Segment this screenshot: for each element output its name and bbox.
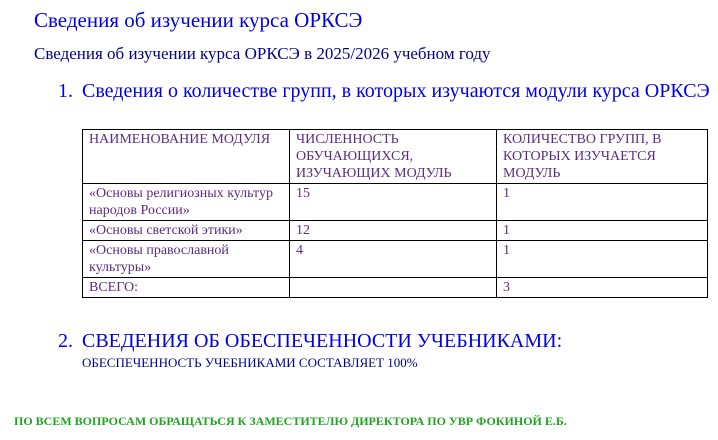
total-groups-cell: 3 xyxy=(497,278,708,298)
students-count-cell: 4 xyxy=(290,241,497,278)
table-header-row xyxy=(83,130,708,184)
modules-table xyxy=(82,129,708,298)
page-subtitle: Сведения об изучении курса ОРКСЭ в 2025/2026 учебном году xyxy=(34,44,491,63)
table-row xyxy=(83,221,708,241)
section-2-title: СВЕДЕНИЯ ОБ ОБЕСПЕЧЕННОСТИ УЧЕБНИКАМИ: xyxy=(82,330,563,352)
groups-count-cell: 1 xyxy=(497,184,708,221)
total-students-cell xyxy=(290,278,497,298)
header-module-name: НАИМЕНОВАНИЕ МОДУЛЯ xyxy=(83,130,290,184)
contact-note: ПО ВСЕМ ВОПРОСАМ ОБРАЩАТЬСЯ К ЗАМЕСТИТЕЛЮ ДИРЕКТОРА ПО УВР ФОКИНОЙ Е.Б. xyxy=(14,414,567,428)
section-1-number: 1. xyxy=(58,80,73,102)
groups-count-cell: 1 xyxy=(497,221,708,241)
section-2-number: 2. xyxy=(58,330,73,352)
header-students-count: ЧИСЛЕННОСТЬ ОБУЧАЮЩИХСЯ, ИЗУЧАЮЩИХ МОДУЛЬ xyxy=(290,130,497,184)
total-label-cell: ВСЕГО: xyxy=(83,278,290,298)
page-title: Сведения об изучении курса ОРКСЭ xyxy=(34,8,363,32)
textbook-coverage-text: ОБЕСПЕЧЕННОСТЬ УЧЕБНИКАМИ СОСТАВЛЯЕТ 100% xyxy=(82,355,418,370)
module-name-cell: «Основы светской этики» xyxy=(83,221,290,241)
groups-count-cell: 1 xyxy=(497,241,708,278)
students-count-cell: 12 xyxy=(290,221,497,241)
table-total-row xyxy=(83,278,708,298)
module-name-cell: «Основы религиозных культур народов России» xyxy=(83,184,290,221)
section-1-title: Сведения о количестве групп, в которых изучаются модули курса ОРКСЭ xyxy=(82,80,710,102)
header-groups-count: КОЛИЧЕСТВО ГРУПП, В КОТОРЫХ ИЗУЧАЕТСЯ МОДУЛЬ xyxy=(497,130,708,184)
table-row xyxy=(83,184,708,221)
students-count-cell: 15 xyxy=(290,184,497,221)
table-row xyxy=(83,241,708,278)
section-2-heading xyxy=(58,330,718,353)
module-name-cell: «Основы православной культуры» xyxy=(83,241,290,278)
section-1-heading xyxy=(58,80,718,126)
